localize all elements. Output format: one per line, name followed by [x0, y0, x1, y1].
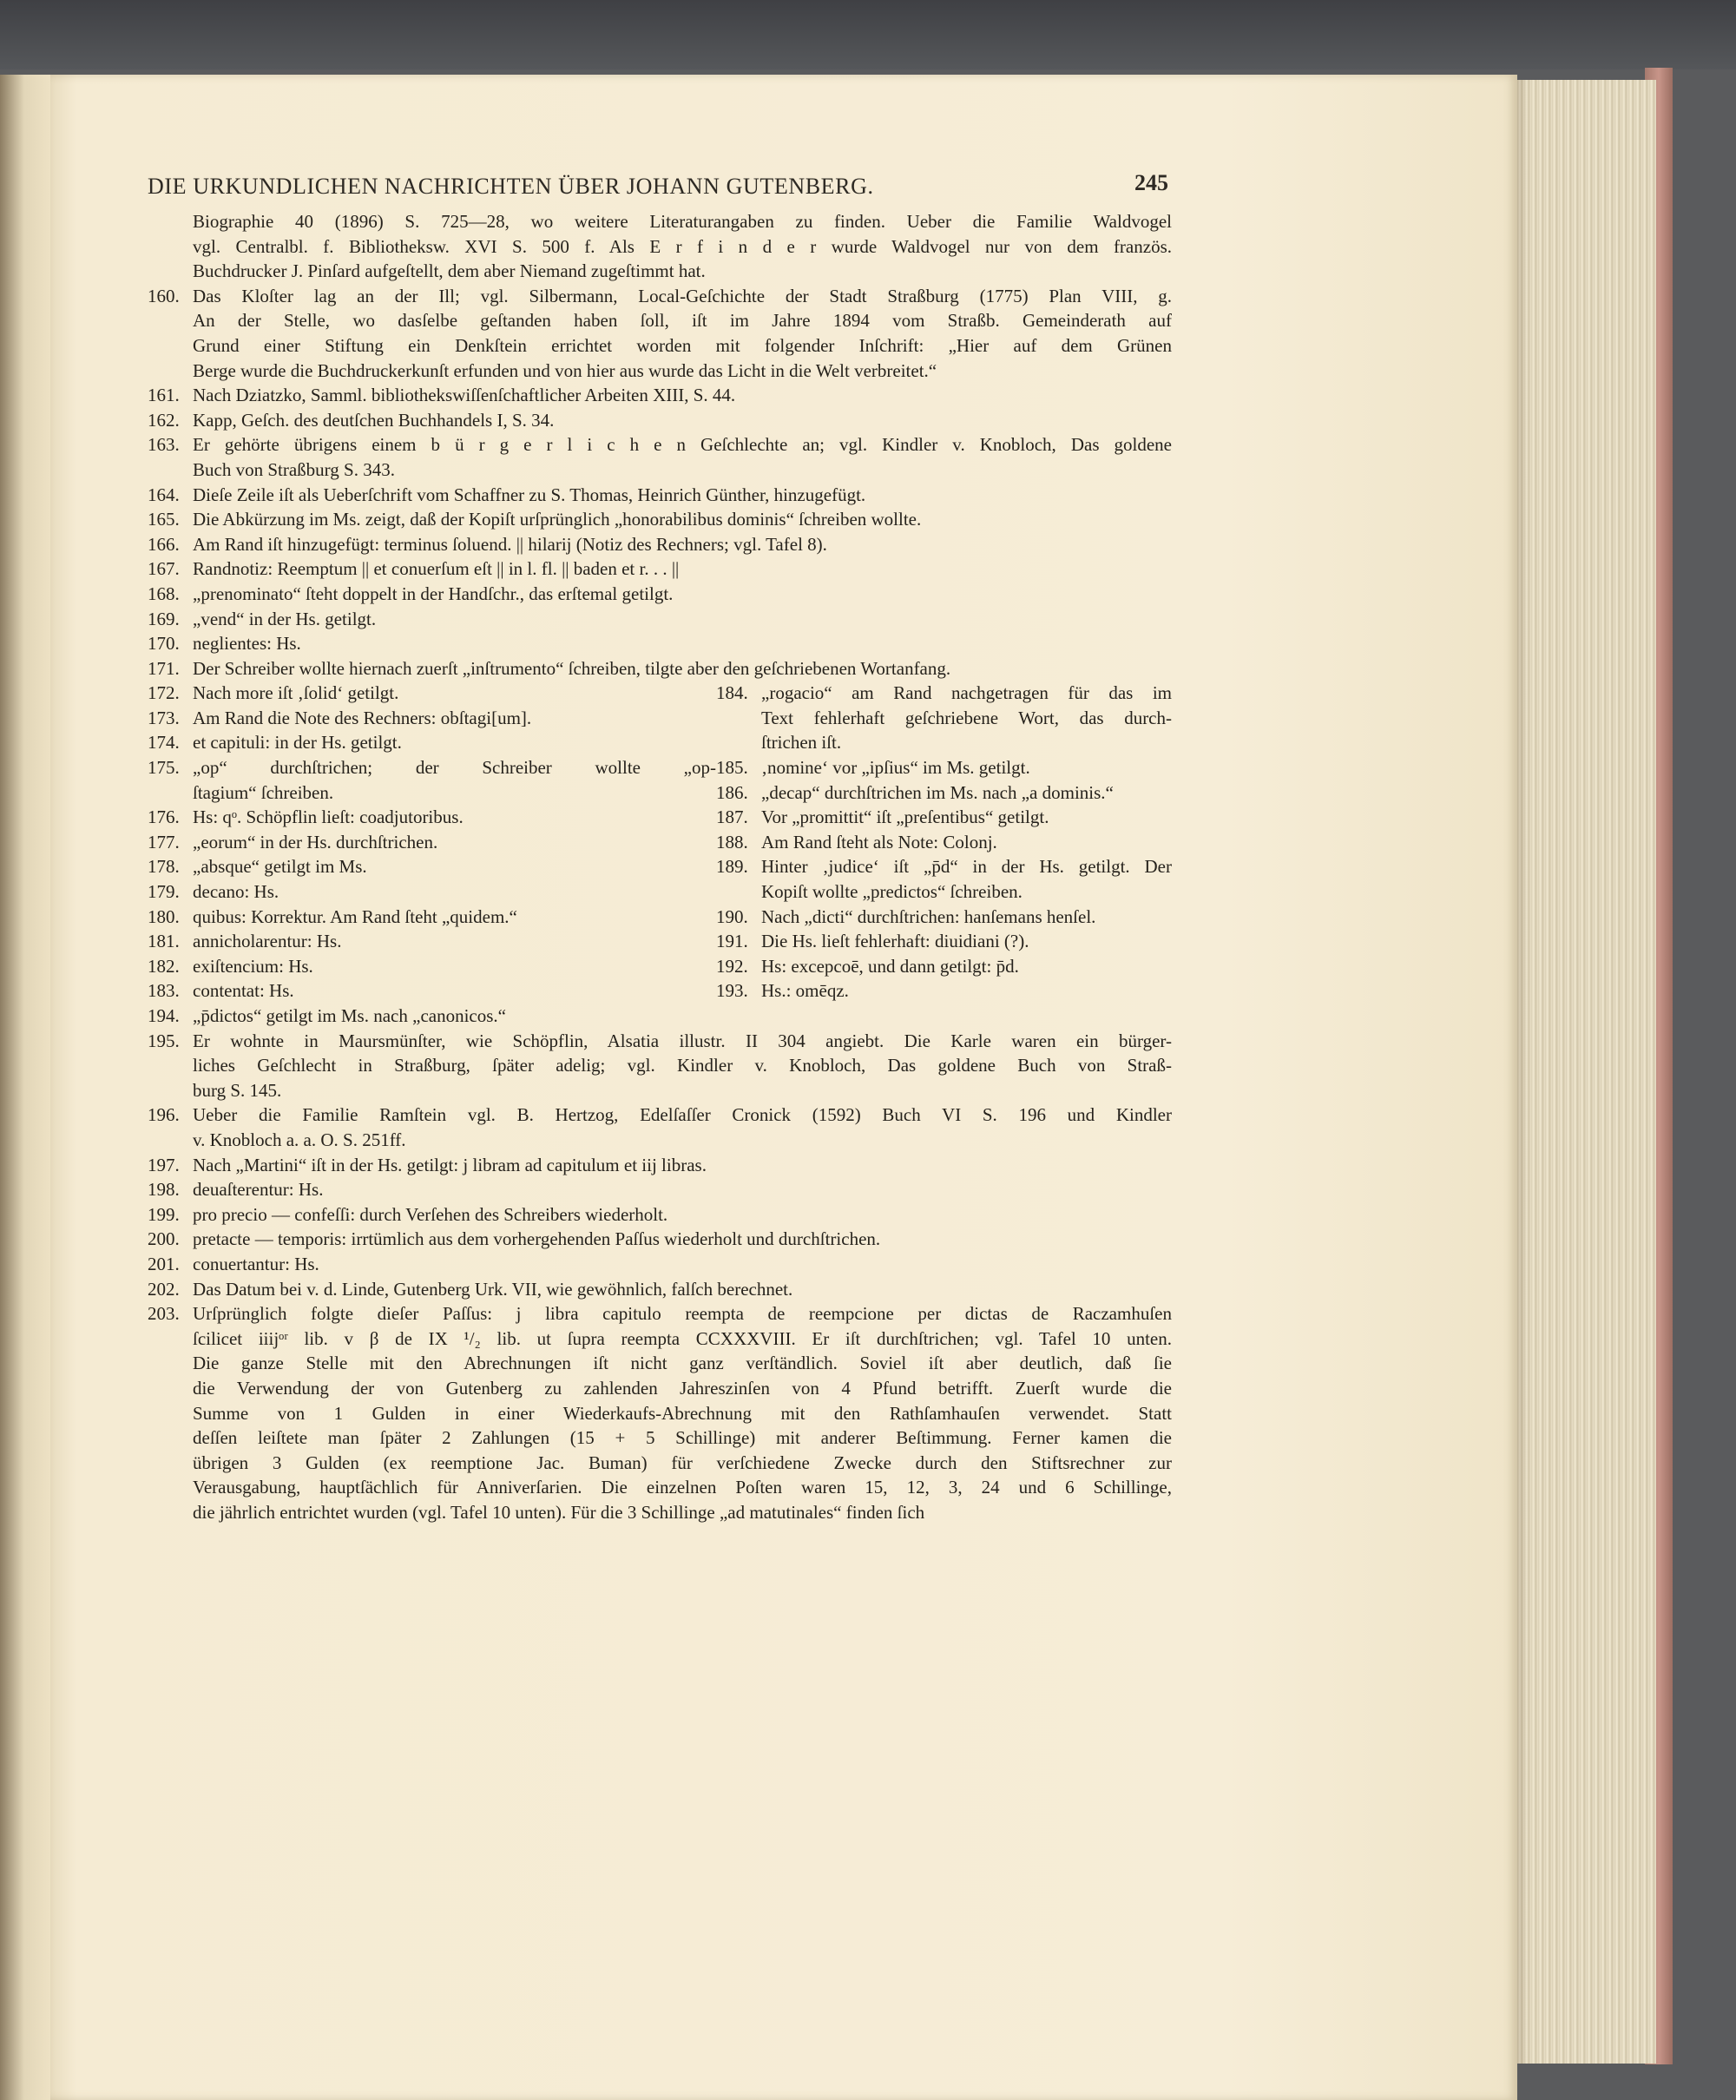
footnote-number: 172. [148, 682, 180, 704]
footnote-number: 192. [716, 955, 748, 977]
footnote-number: 163. [148, 434, 180, 456]
page-number: 245 [1134, 170, 1168, 195]
footnote-text: Nach „dicti“ durchſtrichen: hanſemans henſel. [761, 905, 1096, 927]
footnote-text: Das Datum bei v. d. Linde, Gutenberg Urk. VII, wie gewöhnlich, falſch berechnet. [193, 1278, 793, 1300]
footnote-text: annicholarentur: Hs. [193, 931, 342, 952]
footnote [148, 805, 716, 830]
footnote-continuation: Die ganze Stelle mit den Abrechnungen iſt nicht ganz verſtändlich. Soviel iſt aber deutlich, daß ſie [193, 1353, 1172, 1374]
footnote-text: conuertantur: Hs. [193, 1253, 319, 1274]
footnote-number: 182. [148, 955, 180, 977]
footnote [716, 681, 1172, 706]
footnote-continuation: Text fehlerhaft geſchriebene Wort, das durch- [761, 707, 1172, 728]
footnote-number: 170. [148, 633, 180, 655]
footnote-continuation: die jährlich entrichtet wurden (vgl. Tafel 10 unten). Für die 3 Schillinge „ad matutinales“ finden ſich [193, 1501, 925, 1523]
footnote-number: 181. [148, 931, 180, 952]
footnote-text: exiſtencium: Hs. [193, 955, 313, 977]
footnote-number: 166. [148, 533, 180, 555]
footnote [148, 507, 1172, 532]
footnote-number: 190. [716, 905, 748, 927]
footnote-number: 161. [148, 385, 180, 406]
footnote-continuation: Summe von 1 Gulden in einer Wiederkaufs-Abrechnung mit den Rathſamhauſen verwendet. Statt [193, 1402, 1172, 1424]
footnote-text: „absque“ getilgt im Ms. [193, 856, 367, 878]
footnote [148, 929, 716, 954]
footnote-text: Der Schreiber wollte hiernach zuerſt „inſtrumento“ ſchreiben, tilgte aber den geſchriebenen Wortanfang. [193, 657, 951, 679]
footnote [148, 730, 716, 755]
page-block-edges [1510, 80, 1656, 2064]
footnote-text: ‚nomine‘ vor „ipſius“ im Ms. getilgt. [761, 757, 1030, 779]
footnote-text: Er gehörte übrigens einem b ü r g e r l i c h e n Geſchlechte an; vgl. Kindler v. Knobloch, Das goldene [193, 434, 1172, 456]
footnote [148, 1103, 1172, 1128]
notes-bottom [148, 1004, 1172, 1524]
running-head: DIE URKUNDLICHEN NACHRICHTEN ÜBER JOHANN GUTENBERG. [148, 174, 874, 199]
footnote [716, 780, 1172, 806]
footnote-text: „prenominato“ ſteht doppelt in der Handſchr., das erſtemal getilgt. [193, 583, 674, 604]
footnote-number: 185. [716, 757, 748, 779]
footnote-text: Kapp, Geſch. des deutſchen Buchhandels I, S. 34. [193, 409, 555, 431]
footnote-continuation: Kopiſt wollte „predictos“ ſchreiben. [761, 881, 1023, 903]
footnote [148, 755, 716, 780]
footnote-text: Die Abkürzung im Ms. zeigt, daß der Kopiſt urſprünglich „honorabilibus dominis“ ſchreiben wollte. [193, 509, 922, 530]
footnote-text: Nach more iſt ‚ſolid‘ getilgt. [193, 682, 399, 704]
footnote [148, 1029, 1172, 1054]
footnote-text: Urſprünglich folgte dieſer Paſſus: j libra capitulo reempta de reempcione per dictas de Raczamhuſen [193, 1303, 1172, 1325]
footnote-number: 177. [148, 831, 180, 853]
footnote-number: 199. [148, 1203, 180, 1225]
footnote-text: Ueber die Familie Ramſtein vgl. B. Hertzog, Edelſaſſer Cronick (1592) Buch VI S. 196 und Kindler [193, 1104, 1172, 1126]
footnote-number: 198. [148, 1179, 180, 1201]
footnote-number: 189. [716, 856, 748, 878]
footnote-number: 176. [148, 806, 180, 828]
footnote-text: decano: Hs. [193, 881, 279, 903]
footnote-number: 171. [148, 657, 180, 679]
footnote-text: Randnotiz: Reemptum || et conuerſum eſt || in l. fl. || baden et r. . . || [193, 558, 680, 580]
footnote [148, 706, 716, 731]
footnote [148, 582, 1172, 607]
footnote-number: 179. [148, 881, 180, 903]
footnote [148, 879, 716, 905]
footnote-number: 202. [148, 1278, 180, 1300]
footnote-continuation: ſcilicet iiijᵒʳ lib. v β de IX ¹/₂ lib. ut ſupra reempta CCXXXVIII. Er iſt durchſtrichen; vgl. Tafel 10 unten. [193, 1327, 1172, 1349]
left-page-edge [0, 75, 54, 2100]
footnote-text: „eorum“ in der Hs. durchſtrichen. [193, 831, 438, 853]
footnote-continuation: übrigen 3 Gulden (ex reemptione Jac. Buman) für verſchiedene Zwecke durch den Stiftsrechner zur [193, 1452, 1172, 1473]
footnote [148, 383, 1172, 408]
footnote [148, 1301, 1172, 1326]
footnote-continuation: Grund einer Stiftung ein Denkſtein errichtet worden mit folgender Inſchrift: „Hier auf dem Grünen [193, 334, 1172, 356]
footnote-text: deuaſterentur: Hs. [193, 1179, 324, 1201]
footnote [148, 854, 716, 879]
footnote [716, 805, 1172, 830]
footnote-text: pretacte — temporis: irrtümlich aus dem vorhergehenden Paſſus wiederholt und durchſtrichen. [193, 1228, 881, 1250]
footnote-number: 160. [148, 285, 180, 306]
footnote-number: 169. [148, 608, 180, 629]
footnotes-body [148, 209, 1172, 1524]
notes-left-column [148, 681, 716, 1004]
footnote [148, 432, 1172, 458]
footnote-number: 191. [716, 931, 748, 952]
notes-right-column [716, 681, 1172, 1004]
footnote-continuation: burg S. 145. [193, 1079, 282, 1101]
footnote-text: Am Rand die Note des Rechners: obſtagi[um]. [193, 707, 532, 728]
footnote-continuation: Berge wurde die Buchdruckerkunſt erfunden und von hier aus wurde das Licht in die Welt verbreitet.“ [193, 359, 937, 381]
footnote [148, 532, 1172, 557]
footnote [148, 1277, 1172, 1302]
footnote [148, 408, 1172, 433]
intro-continuation [148, 209, 1172, 284]
footnote-text: Vor „promittit“ iſt „preſentibus“ getilgt. [761, 806, 1049, 828]
footnote-number: 173. [148, 707, 180, 728]
footnote-continuation: liches Geſchlecht in Straßburg, ſpäter adelig; vgl. Kindler v. Knobloch, Das goldene Buch von Straß- [193, 1055, 1172, 1076]
footnote [148, 656, 1172, 681]
footnote-text: quibus: Korrektur. Am Rand ſteht „quidem.“ [193, 905, 517, 927]
footnote [716, 854, 1172, 879]
footnote-number: 188. [716, 831, 748, 853]
footnote [148, 556, 1172, 582]
footnote-text: „vend“ in der Hs. getilgt. [193, 608, 377, 629]
footnote-continuation: deſſen leiſtete man ſpäter 2 Zahlungen (15 + 5 Schillinge) mit anderer Beſtimmung. Ferner kamen die [193, 1427, 1172, 1449]
notes-top [148, 284, 1172, 681]
footnote-text: Die Hs. lieſt fehlerhaft: diuidiani (?). [761, 931, 1029, 952]
footnote-text: „decap“ durchſtrichen im Ms. nach „a dominis.“ [761, 781, 1114, 803]
footnote-text: Nach „Martini“ iſt in der Hs. getilgt: j libram ad capitulum et iij libras. [193, 1154, 707, 1175]
footnote-number: 165. [148, 509, 180, 530]
footnote-number: 197. [148, 1154, 180, 1175]
footnote [148, 483, 1172, 508]
footnote-text: Das Kloſter lag an der Ill; vgl. Silbermann, Local-Geſchichte der Stadt Straßburg (1775) Plan VIII, g. [193, 285, 1172, 306]
footnote-continuation: Verausgabung, hauptſächlich für Anniverſarien. Die einzelnen Poſten waren 15, 12, 3, 24 und 6 Schillinge, [193, 1477, 1172, 1498]
footnote [148, 1252, 1172, 1277]
footnote-number: 195. [148, 1030, 180, 1051]
footnote-text: Er wohnte in Maursmünſter, wie Schöpflin, Alsatia illustr. II 304 angiebt. Die Karle waren ein bürger- [193, 1030, 1172, 1051]
footnote-text: „p̄dictos“ getilgt im Ms. nach „canonicos.“ [193, 1005, 506, 1026]
footnote-number: 180. [148, 905, 180, 927]
footnote-text: Dieſe Zeile iſt als Ueberſchrift vom Schaffner zu S. Thomas, Heinrich Günther, hinzugefügt. [193, 484, 866, 505]
footnote-continuation: v. Knobloch a. a. O. S. 251ff. [193, 1129, 406, 1150]
footnote-number: 175. [148, 757, 180, 779]
footnote-text: neglientes: Hs. [193, 633, 301, 655]
footnote-text: contentat: Hs. [193, 980, 294, 1002]
footnote-number: 186. [716, 781, 748, 803]
footnote-text: Hs.: omēqz. [761, 980, 849, 1002]
footnote-number: 201. [148, 1253, 180, 1274]
footnote-number: 168. [148, 583, 180, 604]
intro-line: Buchdrucker J. Pinſard aufgeſtellt, dem aber Niemand zugeſtimmt hat. [193, 260, 706, 282]
footnote-text: Hs: excepcoē, und dann getilgt: p̄d. [761, 955, 1019, 977]
footnote-continuation: Buch von Straßburg S. 343. [193, 458, 395, 480]
footnote [148, 1177, 1172, 1202]
footnote-number: 184. [716, 682, 748, 704]
footnote [148, 978, 716, 1004]
intro-line: vgl. Centralbl. f. Bibliotheksw. XVI S. 500 f. Als E r f i n d e r wurde Waldvogel nur von dem französ. [193, 235, 1172, 257]
footnote-continuation: An der Stelle, wo dasſelbe geſtanden haben ſoll, iſt im Jahre 1894 vom Straßb. Gemeinderath auf [193, 310, 1172, 332]
footnote-continuation: ſtrichen iſt. [761, 732, 842, 754]
footnote [148, 1153, 1172, 1178]
footnote-text: Am Rand iſt hinzugefügt: terminus ſoluend. || hilarij (Notiz des Rechners; vgl. Tafel 8). [193, 533, 827, 555]
footnote [716, 755, 1172, 780]
footnote-number: 203. [148, 1303, 180, 1325]
footnote-number: 164. [148, 484, 180, 505]
intro-line: Biographie 40 (1896) S. 725—28, wo weitere Literaturangaben zu finden. Ueber die Familie Waldvogel [193, 211, 1172, 232]
footnote-text: pro precio — confeſſi: durch Verſehen des Schreibers wiederholt. [193, 1203, 668, 1225]
footnote-text: „op“ durchſtrichen; der Schreiber wollte „op- [193, 757, 716, 779]
footnote-text: „rogacio“ am Rand nachgetragen für das im [761, 682, 1172, 704]
footnote [716, 830, 1172, 855]
footnote [716, 905, 1172, 930]
footnote [148, 631, 1172, 656]
footnote [148, 1227, 1172, 1252]
footnote-number: 200. [148, 1228, 180, 1250]
footnote-text: Am Rand ſteht als Note: Colonj. [761, 831, 997, 853]
scanner-background [0, 0, 1736, 69]
footnote-continuation: ſtagium“ ſchreiben. [193, 781, 334, 803]
footnote-number: 196. [148, 1104, 180, 1126]
footnote [148, 284, 1172, 309]
footnote-number: 174. [148, 732, 180, 754]
footnote-text: Hinter ‚judice‘ iſt „p̄d“ in der Hs. getilgt. Der [761, 856, 1172, 878]
footnote [716, 954, 1172, 979]
footnote-text: Nach Dziatzko, Samml. bibliothekswiſſenſchaftlicher Arbeiten XIII, S. 44. [193, 385, 736, 406]
footnote-text: et capituli: in der Hs. getilgt. [193, 732, 402, 754]
footnote [148, 954, 716, 979]
footnote-number: 194. [148, 1005, 180, 1026]
footnote-number: 167. [148, 558, 180, 580]
footnote [148, 905, 716, 930]
footnote [148, 830, 716, 855]
footnote [148, 681, 716, 706]
footnote-text: Hs: qᵒ. Schöpflin lieſt: coadjutoribus. [193, 806, 464, 828]
footnote-number: 193. [716, 980, 748, 1002]
footnote-number: 183. [148, 980, 180, 1002]
footnote-number: 187. [716, 806, 748, 828]
two-column-notes [148, 681, 1172, 1004]
footnote-continuation: die Verwendung der von Gutenberg zu zahlenden Jahreszinſen von 4 Pfund betrifft. Zuerſt wurde die [193, 1377, 1172, 1399]
footnote-number: 178. [148, 856, 180, 878]
footnote [148, 1202, 1172, 1228]
footnote [716, 978, 1172, 1004]
footnote [716, 929, 1172, 954]
footnote [148, 1004, 1172, 1029]
footnote [148, 607, 1172, 632]
footnote-number: 162. [148, 409, 180, 431]
